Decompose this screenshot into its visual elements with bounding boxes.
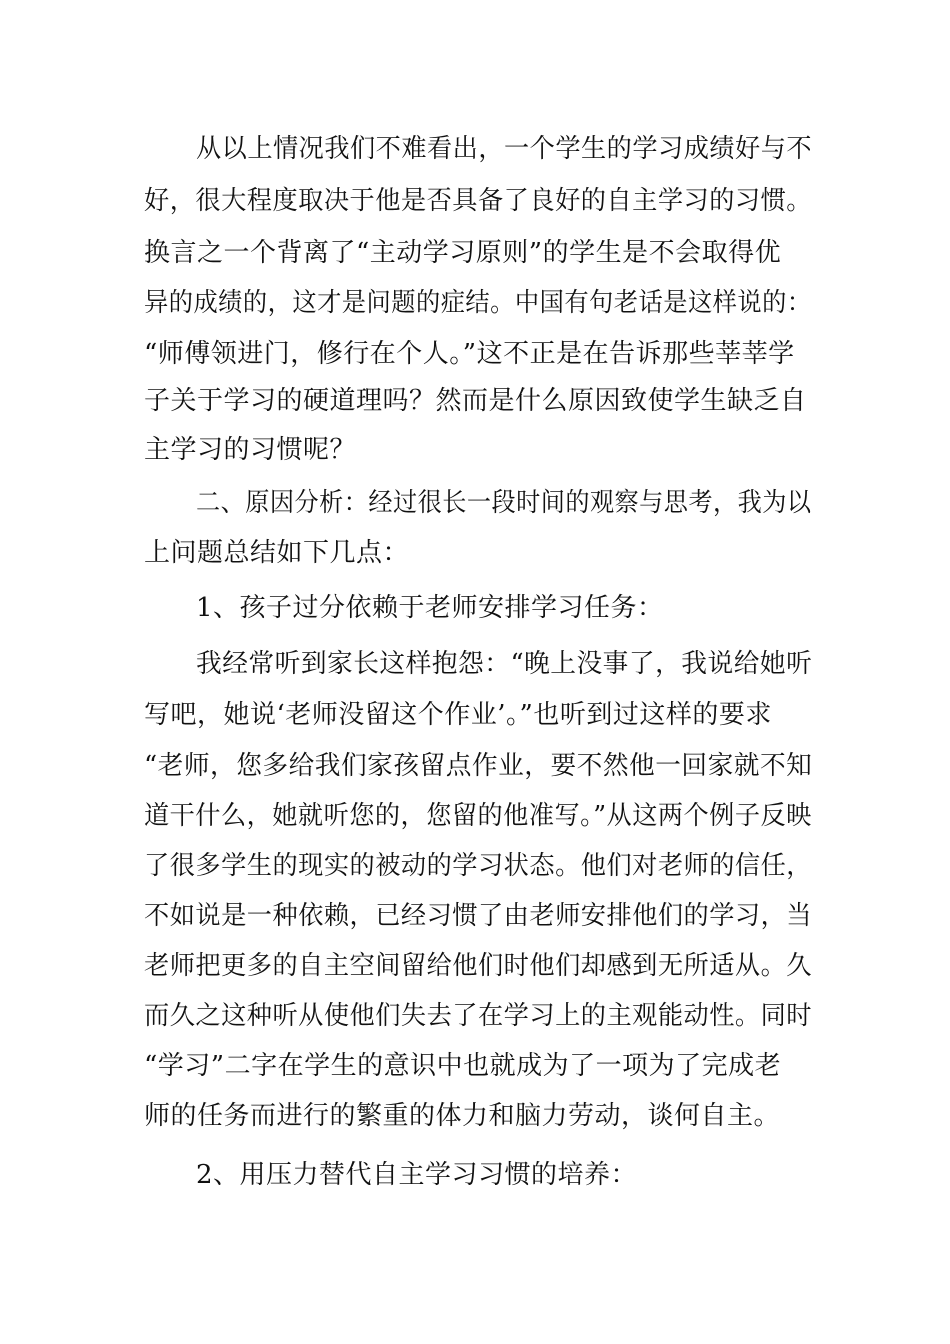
- text-line: 我经常听到家长这样抱怨：“晚上没事了，我说给她听: [196, 649, 813, 679]
- text-line: 而久之这种听从使他们失去了在学习上的主观能动性。同时: [144, 1001, 813, 1031]
- text-line: “师傅领进门，修行在个人。”这不正是在告诉那些莘莘学: [144, 339, 795, 369]
- text-line: “老师，您多给我们家孩留点作业，要不然他一回家就不知: [144, 751, 813, 781]
- text-line: 好，很大程度取决于他是否具备了良好的自主学习的习惯。: [144, 186, 813, 216]
- text-line: 异的成绩的，这才是问题的症结。中国有句老话是这样说的：: [144, 288, 812, 318]
- text-line: 上问题总结如下几点：: [144, 538, 410, 568]
- text-line: 了很多学生的现实的被动的学习状态。他们对老师的信任，: [144, 851, 813, 881]
- text-line: 老师把更多的自主空间留给他们时他们却感到无所适从。久: [144, 951, 813, 981]
- section-heading: 1、孩子过分依赖于老师安排学习任务：: [196, 593, 664, 623]
- section-heading: 2、用压力替代自主学习习惯的培养：: [196, 1160, 638, 1190]
- text-line: 子关于学习的硬道理吗？然而是什么原因致使学生缺乏自: [144, 386, 807, 416]
- text-line: 师的任务而进行的繁重的体力和脑力劳动，谈何自主。: [144, 1101, 781, 1131]
- text-line: 写吧，她说‘老师没留这个作业’。”也听到过这样的要求: [144, 700, 772, 730]
- text-line: 从以上情况我们不难看出，一个学生的学习成绩好与不: [196, 134, 813, 164]
- text-line: 主学习的习惯呢？: [144, 435, 357, 465]
- text-line: 不如说是一种依赖，已经习惯了由老师安排他们的学习，当: [144, 901, 813, 931]
- text-line: 二、原因分析：经过很长一段时间的观察与思考，我为以: [196, 488, 812, 518]
- text-line: “学习”二字在学生的意识中也就成为了一项为了完成老: [144, 1051, 782, 1081]
- text-line: 换言之一个背离了“主动学习原则”的学生是不会取得优: [144, 238, 782, 268]
- text-line: 道干什么，她就听您的，您留的他准写。”从这两个例子反映: [144, 801, 812, 831]
